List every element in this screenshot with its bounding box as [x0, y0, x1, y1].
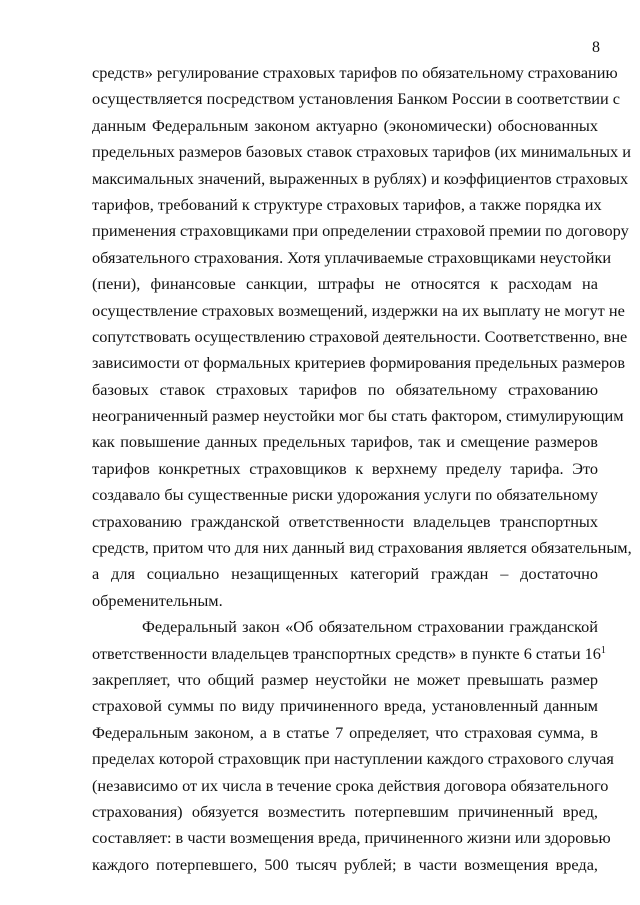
text-line: обременительным.: [92, 590, 223, 610]
text-line: средств» регулирование страховых тарифов по обязательному страхованию: [92, 63, 618, 82]
text-line: осуществление страховых возмещений, издержки на их выплату не могут не: [92, 300, 625, 320]
text-line: (независимо от их числа в течение срока действия договора обязательного: [92, 775, 609, 795]
text-line: максимальных значений, выраженных в рублях) и коэффициентов страховых: [92, 168, 629, 188]
text-line: предельных размеров базовых ставок страховых тарифов (их минимальных и: [92, 142, 631, 162]
text-line: создавало бы существенные риски удорожания услуги по обязательному: [92, 485, 598, 505]
footnote-marker: 1: [600, 644, 606, 656]
text-line: тарифов конкретных страховщиков к верхнему пределу тарифа. Это: [92, 458, 598, 478]
text-line: неограниченный размер неустойки мог бы стать фактором, стимулирующим: [92, 406, 624, 426]
text-line: закрепляет, что общий размер неустойки не может превышать размер: [92, 669, 598, 689]
text-line: ответственности владельцев транспортных средств» в пункте 6 статьи 16: [92, 643, 601, 663]
page-number: 8: [592, 39, 600, 56]
text-line: средств, притом что для них данный вид страхования является обязательным,: [92, 538, 632, 558]
text-line: страхования) обязуется возместить потерпевшим причиненный вред,: [92, 801, 598, 821]
text-line: базовых ставок страховых тарифов по обязательному страхованию: [92, 379, 598, 399]
text-line: зависимости от формальных критериев формирования предельных размеров: [92, 353, 626, 373]
text-line: страховой суммы по виду причиненного вреда, установленный данным: [92, 696, 598, 716]
paragraph-start-line: Федеральный закон «Об обязательном страховании гражданской: [142, 617, 598, 637]
text-line: Федеральным законом, а в статье 7 определяет, что страховая сумма, в: [92, 722, 598, 742]
text-line: применения страховщиками при определении страховой премии по договору: [92, 221, 629, 241]
body-text: [92, 60, 632, 878]
text-line: (пени), финансовые санкции, штрафы не относятся к расходам на: [92, 274, 598, 294]
text-line: данным Федеральным законом актуарно (экономически) обоснованных: [92, 115, 598, 135]
text-line: каждого потерпевшего, 500 тысяч рублей; в части возмещения вреда,: [92, 854, 598, 874]
text-line: тарифов, требований к структуре страховых тарифов, а также порядка их: [92, 194, 602, 214]
text-line: сопутствовать осуществлению страховой деятельности. Соответственно, вне: [92, 326, 628, 346]
text-line: обязательного страхования. Хотя уплачиваемые страховщиками неустойки: [92, 247, 612, 267]
text-line: пределах которой страховщик при наступлении каждого страхового случая: [92, 749, 614, 769]
text-line: страхованию гражданской ответственности владельцев транспортных: [92, 511, 598, 531]
text-line-with-footnote: [92, 641, 606, 667]
text-line: составляет: в части возмещения вреда, причиненного жизни или здоровью: [92, 828, 611, 848]
text-line: а для социально незащищенных категорий граждан – достаточно: [92, 564, 598, 584]
text-line: как повышение данных предельных тарифов, так и смещение размеров: [92, 432, 598, 452]
text-line: осуществляется посредством установления Банком России в соответствии с: [92, 89, 621, 109]
